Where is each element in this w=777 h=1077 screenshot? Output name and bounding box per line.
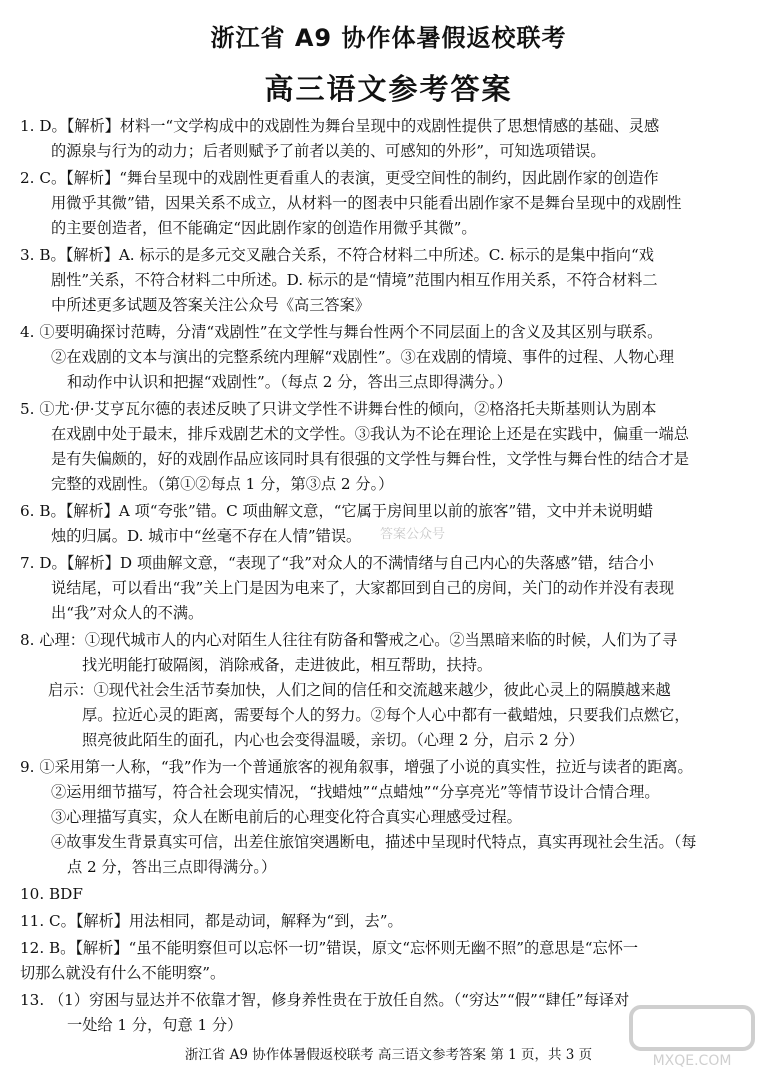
- answer-item: [20, 551, 759, 626]
- answer-line: 5. ①尤·伊·艾亨瓦尔德的表述反映了只讲文学性不讲舞台性的倾向，②格洛托夫斯基则认为剧本: [20, 400, 657, 418]
- exam-title: 浙江省 A9 协作体暑假返校联考: [210, 24, 567, 52]
- answer-line: 10. BDF: [20, 885, 83, 903]
- answer-item: [20, 397, 759, 497]
- answer-line: 出“我”对众人的不满。: [51, 604, 204, 622]
- answer-item: [20, 243, 759, 318]
- answer-line: 在戏剧中处于最末，排斥戏剧艺术的文学性。③我认为不论在理论上还是在实践中，偏重一端总: [51, 425, 689, 443]
- answer-line: 8. 心理：①现代城市人的内心对陌生人往往有防备和警戒之心。②当黑暗来临的时候，人们为了寻: [20, 631, 678, 649]
- answer-item: [20, 909, 759, 934]
- answer-line: 11. C。【解析】用法相同，都是动词，解释为“到，去”。: [20, 912, 403, 930]
- answer-line: 说结尾，可以看出“我”关上门是因为电来了，大家都回到自己的房间，关门的动作并没有表现: [51, 579, 675, 597]
- answer-line: 厚。拉近心灵的距离，需要每个人的努力。②每个人心中都有一截蜡烛，只要我们点燃它，: [82, 706, 690, 724]
- answer-line: 13. （1）穷困与显达并不依靠才智，修身养性贵在于放任自然。（“穷达”“假”“肆任”每译对: [20, 991, 630, 1009]
- answer-line: 2. C。【解析】“舞台呈现中的戏剧性更看重人的表演，更受空间性的制约，因此剧作家的创造作: [20, 169, 659, 187]
- answer-line: 3. B。【解析】A. 标示的是多元交叉融合关系，不符合材料二中所述。C. 标示的是集中指向“戏: [20, 246, 654, 264]
- answer-item: [20, 166, 759, 241]
- answer-item: [20, 114, 759, 164]
- answer-line: ③心理描写真实，众人在断电前后的心理变化符合真实心理感受过程。: [51, 808, 522, 826]
- answer-line: ②在戏剧的文本与演出的完整系统内理解“戏剧性”。③在戏剧的情境、事件的过程、人物心理: [51, 348, 675, 366]
- answer-line: 是有失偏颇的，好的戏剧作品应该同时具有很强的文学性与舞台性，文学性与舞台性的结合才是: [51, 450, 689, 468]
- answer-line: 完整的戏剧性。（第①②每点 1 分，第③点 2 分。）: [51, 475, 394, 493]
- answer-item: [20, 755, 759, 880]
- page-footer: 浙江省 A9 协作体暑假返校联考 高三语文参考答案 第 1 页，共 3 页: [184, 1047, 593, 1063]
- answer-line: 的源泉与行为的动力；后者则赋予了前者以美的、可感知的外形”，可知选项错误。: [51, 142, 606, 160]
- answer-item: [20, 628, 759, 753]
- page-header: [0, 18, 777, 108]
- answer-line: 6. B。【解析】A 项“夸张”错。C 项曲解文意，“它属于房间里以前的旅客”错，文中并未说明蜡: [20, 502, 653, 520]
- answer-line: 剧性”关系，不符合材料二中所述。D. 标示的是“情境”范围内相互作用关系，不符合材料二: [51, 271, 658, 289]
- answer-line: 启示：①现代社会生活节奏加快，人们之间的信任和交流越来越少，彼此心灵上的隔膜越来越: [48, 681, 671, 699]
- answer-line: 找光明能打破隔阂，消除戒备，走进彼此，相互帮助，扶持。: [82, 656, 493, 674]
- answer-list: [20, 114, 759, 1040]
- answer-item: [20, 882, 759, 907]
- answer-line: 1. D。【解析】材料一“文学构成中的戏剧性为舞台呈现中的戏剧性提供了思想情感的基础、灵感: [20, 117, 660, 135]
- answer-line: 9. ①采用第一人称，“我”作为一个普通旅客的视角叙事，增强了小说的真实性，拉近与读者的距离。: [20, 758, 693, 776]
- answer-line: 照亮彼此陌生的面孔，内心也会变得温暖，亲切。（心理 2 分，启示 2 分）: [82, 731, 584, 749]
- answer-line: 4. ①要明确探讨范畴，分清“戏剧性”在文学性与舞台性两个不同层面上的含义及其区别与联系。: [20, 323, 663, 341]
- answer-line: 用微乎其微”错，因果关系不成立，从材料一的图表中只能看出剧作家不是舞台呈现中的戏剧性: [51, 194, 682, 212]
- answer-line: 烛的归属。D. 城市中“丝毫不存在人情”错误。: [51, 527, 362, 545]
- answer-line: 7. D。【解析】D 项曲解文意，“表现了“我”对众人的不满情绪与自己内心的失落感”错，结合小: [20, 554, 654, 572]
- document-title: 高三语文参考答案: [264, 72, 513, 106]
- answer-line: 点 2 分，答出三点即得满分。）: [67, 858, 277, 876]
- answer-line: 切那么就没有什么不能明察”。: [20, 964, 226, 982]
- answer-line: ④故事发生背景真实可信，出差住旅馆突遇断电，描述中呈现时代特点，真实再现社会生活。（每: [51, 833, 697, 851]
- watermark-text: 答案公众号: [380, 527, 446, 542]
- svg-text:MXQE.COM: MXQE.COM: [652, 1053, 732, 1069]
- answer-item: [20, 320, 759, 395]
- answer-line: 一处给 1 分，句意 1 分）: [67, 1016, 243, 1034]
- answer-line: 的主要创造者，但不能确定“因此剧作家的创造作用微乎其微”。: [51, 219, 477, 237]
- answer-line: 12. B。【解析】“虽不能明察但可以忘怀一切”错误，原文“忘怀则无幽不照”的意思是“忘怀一: [20, 939, 639, 957]
- answer-line: 和动作中认识和把握“戏剧性”。（每点 2 分，答出三点即得满分。）: [67, 373, 512, 391]
- answer-line: ②运用细节描写，符合社会现实情况，“找蜡烛”“点蜡烛”“分享亮光”等情节设计合情合理。: [51, 783, 660, 801]
- answer-item: [20, 936, 759, 986]
- answer-line: 中所述更多试题及答案关注公众号《高三答案》: [51, 296, 370, 314]
